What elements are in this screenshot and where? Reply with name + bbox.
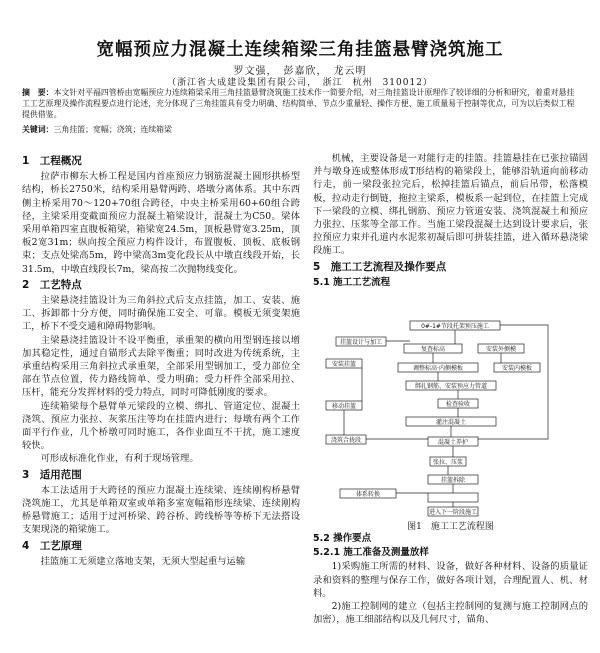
- section-heading: 5.2 操作要点: [313, 533, 372, 544]
- section-heading: 5.2.1 施工准备及测量放样: [313, 547, 429, 559]
- right-column: [313, 152, 588, 290]
- flow-box: [428, 493, 478, 502]
- paper-title: 宽幅预应力混凝土连续箱梁三角挂篮悬臂浇筑施工: [96, 40, 504, 60]
- flow-node-7: 安装内模板: [501, 365, 533, 372]
- keywords-label: 关键词：: [22, 125, 54, 134]
- flow-node-0: 0#-1#节段托架预压施工: [421, 323, 489, 330]
- flow-node-3: 复查标高: [420, 346, 446, 353]
- flow-node-14: 挂篮拆除: [440, 477, 466, 484]
- flow-node-5: 调整标高·内侧模板: [413, 365, 463, 372]
- authors: 罗文强， 彭嘉欣， 龙云明: [233, 66, 367, 77]
- flow-node-4: 安装外侧模: [485, 346, 517, 353]
- section-heading: 2 工艺特点: [22, 278, 82, 291]
- paragraph: 机械，主要设备是一对能行走的挂篮。挂篮悬挂在已张拉锚固并与墩身连成整体形成T形结构的箱梁段上，能够沿轨道向前移动行走，前一梁段张拉完后，松掉挂篮后锚点，前后吊带，松落模板，拉动走行倒链，拖拉主梁系，模板系一起到位，在挂篮上完成下一梁段的立模、绑扎钢筋、预应力管道安装、浇筑混凝土和预应力张拉、压浆等全部工作。当施工梁段混凝土达到设计要求后，张拉预应力束并孔道内水泥浆初凝后即可拼装挂篮，进入循环悬浇梁段施工。: [313, 153, 588, 257]
- affiliation: （浙江省大成建设集团有限公司， 浙江 杭州 310012）: [167, 78, 433, 88]
- abstract: [22, 87, 580, 120]
- keywords-text: 三角挂篮；宽幅；浇筑；连续箱梁: [53, 125, 172, 134]
- flow-node-15: 进入下一阶段施工: [428, 509, 478, 516]
- section-heading: 1 工程概况: [22, 155, 82, 167]
- flow-node-2: 安装挂篮: [331, 361, 357, 368]
- flow-node-1: 挂篮设计与加工: [339, 339, 383, 346]
- section-heading: 4 工艺原理: [22, 539, 82, 552]
- paragraph: 挂篮施工无须建立落地支架，无须大型起重与运输: [40, 555, 246, 567]
- keywords: [22, 124, 580, 135]
- flow-node-8: 检查验收: [445, 401, 471, 408]
- abstract-text: 本文针对平福四管桥由宽幅预应力连续箱梁采用三角挂篮悬臂浇筑施工技术作一简要介绍，对三角挂篮设计原理作了较详细的分析和研究，着重对悬挂工工艺原理及操作流程要点进行论述，充分体现了三角挂篮具有受力明确、结构简单、节点少重量轻、操作方便、施工质量易于控制等优点，可为以后类似工程提供借鉴。: [22, 88, 575, 119]
- left-column: [22, 152, 300, 568]
- flow-node-12: 移动挂篮: [331, 403, 357, 410]
- section-heading: 3 适用范围: [22, 468, 82, 481]
- right-column-bottom: [313, 531, 588, 626]
- flow-node-13: 浇筑合拢段: [330, 437, 362, 444]
- flow-node-9: 灌注混凝土: [435, 419, 467, 426]
- paragraph: 1)采购施工所需的材料、设备，做好各种材料、设备的质量证录和资料的整理与保存工作，做好各项计划，合理配置人、机、材料。: [313, 561, 588, 599]
- paragraph: 主梁悬浇挂篮设计为三角斜拉式后支点挂篮，加工、安装、施工、拆卸都十分方便，同时确保施工安全、可靠。模板无须变架施工，桥下不受交通和障碍物影响。: [22, 295, 300, 333]
- flow-node-11: 张拉、压浆: [432, 459, 464, 466]
- paragraph: 连续箱梁每个悬臂单元梁段的立模、绑扎、管道定位、混凝土浇筑、预应力张拉、灰浆压注等均在挂篮内进行；每墩有两个工作面平行作业，几个桥墩可同时施工，各作业面互不干扰，施工速度较快。: [22, 400, 300, 452]
- flow-node-6: 绑扎钢筋、安装预应力管道: [414, 383, 488, 390]
- section-heading: 5.1 施工工艺流程: [313, 276, 391, 288]
- section-heading: 5 施工工艺流程及操作要点: [313, 260, 447, 273]
- flow-node-16: 体系转换: [355, 491, 381, 498]
- paragraph: 主梁悬浇挂篮设计不设平衡重，承重架的横向用型钢连接以增加其稳定性，通过自锚形式去除平衡重；同时改进为传统系统，主承重结构采用三角斜拉式承重架，全部采用型钢加工，受力部位全部在节点位置，传力路线简单、受力明确；受力杆件全部采用拉、压杆，能充分发挥材料的受力特点，同时可降低刚度的要求。: [22, 334, 300, 399]
- paragraph: 2)施工控制网的建立（包括主控制网的复测与施工控制网点的加密），施工细部结构以及几何尺寸，锚角、: [313, 601, 588, 626]
- flow-node-10: 混凝土养护: [437, 439, 469, 446]
- process-flowchart: [318, 319, 584, 517]
- figure-caption: 图1 施工工艺流程图: [407, 522, 494, 532]
- paragraph: 拉萨市柳东大桥工程是国内首座预应力钢筋混凝土圆形拱桥型结构，桥长2750米，结构采用悬臂两跨、塔墩分离体系。其中东西侧主桥采用70～120+70组合跨径，中央主桥采用60+60组合跨径，主梁采用变截面预应力混凝土箱梁设计，混凝土为C50。梁体采用单箱四室直腹板箱梁，箱梁宽24.5m，顶板悬臂宽3.25m，顶板2宽31m；纵向按全预应力构件设计，布置腹板、顶板、底板钢束；支点处梁高5m，跨中梁高3m变化段长从中墩直线段开始，长31.5m，中墩直线段长7m，梁高按二次抛物线变化。: [22, 171, 300, 275]
- abstract-label: 摘 要：: [22, 88, 54, 97]
- paragraph: 本工法适用于大跨径的预应力混凝土连续梁、连续刚构桥悬臂浇筑施工，尤其是单箱双室或单箱多室宽幅箱形连续梁、连续刚构桥悬臂施工；适用于过河桥梁、跨谷桥、跨线桥等等桥下无法搭设支架现浇的箱梁施工。: [22, 484, 300, 536]
- paragraph: 可形成标准化作业，有利于现场管理。: [40, 453, 199, 465]
